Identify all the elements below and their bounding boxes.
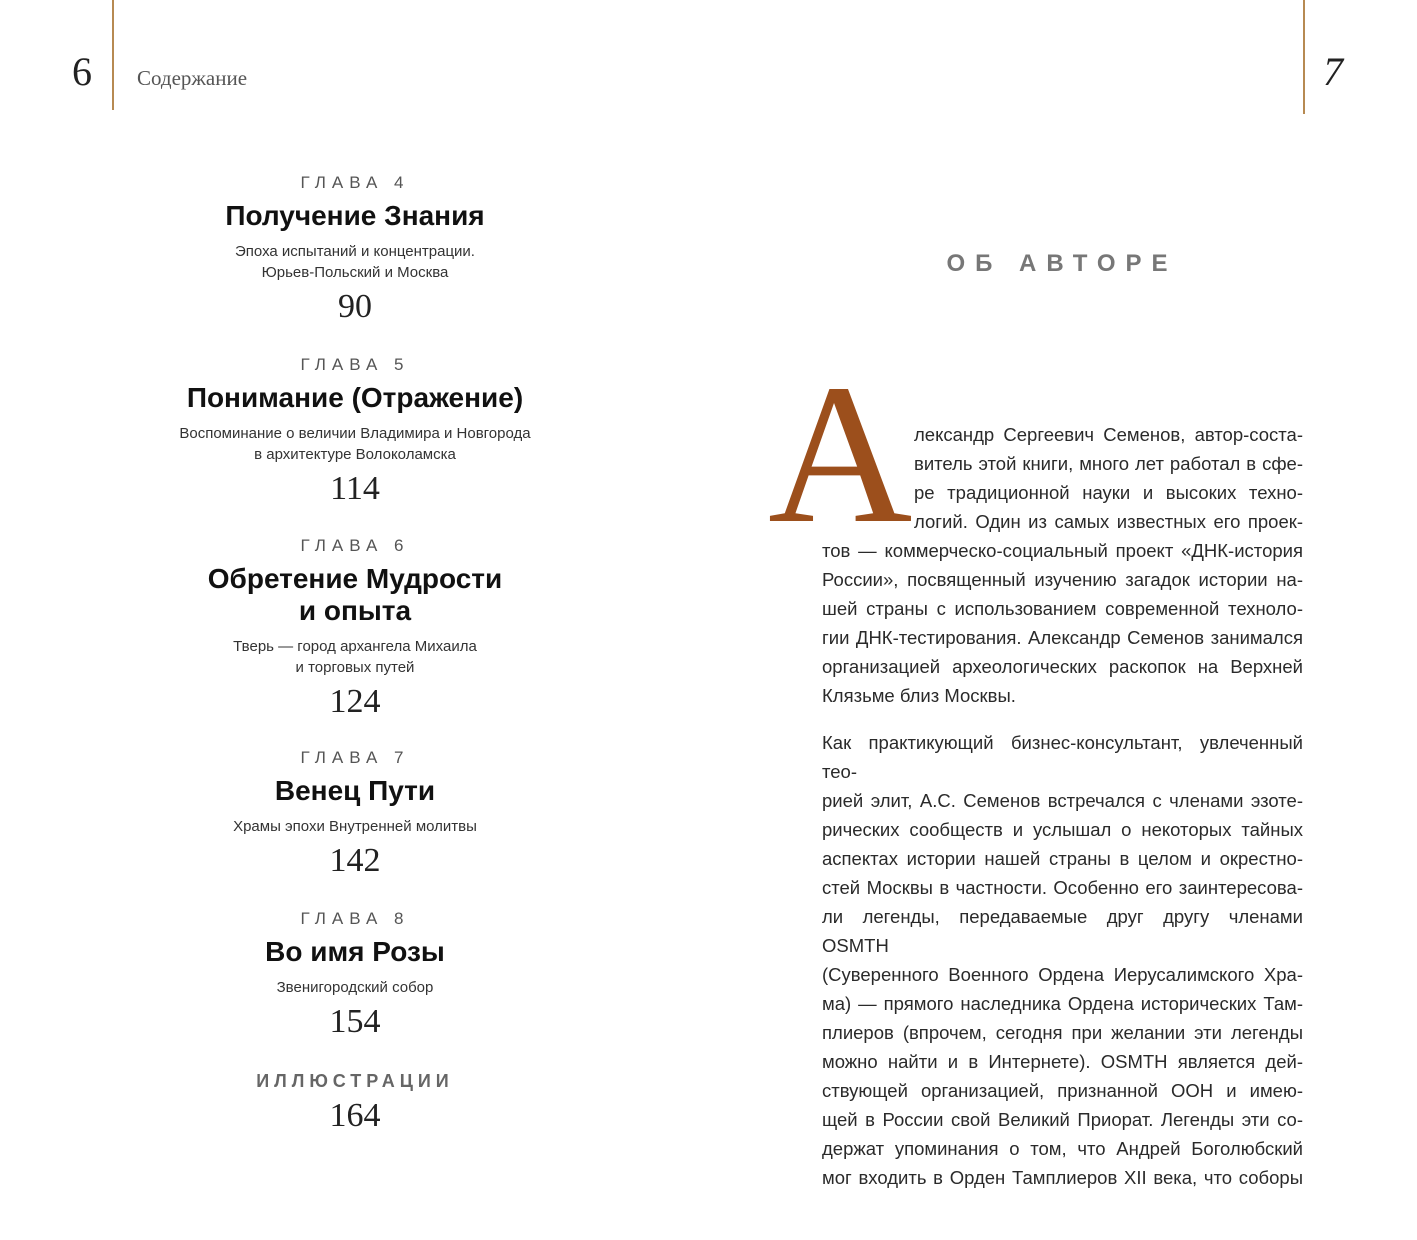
toc-entry-chapter-7[interactable]: [150, 747, 560, 879]
text-line: витель этой книги, много лет работал в сфе-: [914, 453, 1303, 474]
text-line: Как практикующий бизнес-консультант, увлеченный тео-: [822, 732, 1303, 782]
text-line: держат упоминания о том, что Андрей Боголюбский: [822, 1138, 1303, 1159]
left-page-number: 6: [72, 49, 92, 94]
text-line: (Суверенного Военного Ордена Иерусалимского Хра-: [822, 964, 1303, 985]
left-page-rule: [112, 0, 114, 110]
toc-entry-chapter-8[interactable]: [150, 908, 560, 1040]
chapter-title: Понимание (Отражение): [186, 382, 524, 413]
paragraph-1: [822, 420, 1303, 710]
chapter-title: Получение Знания: [225, 200, 485, 231]
chapter-subtitle: Эпоха испытаний и концентрации. Юрьев-Польский и Москва: [235, 243, 475, 281]
chapter-subtitle: Звенигородский собор: [276, 979, 434, 996]
illustrations-label: ИЛЛЮСТРАЦИИ: [256, 1071, 454, 1091]
text-line: Клязьме близ Москвы.: [822, 685, 1016, 706]
drop-cap: А: [768, 344, 913, 565]
text-line: тов — коммерческо-социальный проект «ДНК-история: [822, 540, 1303, 561]
text-line: организацией археологических раскопок на Верхней: [822, 656, 1303, 677]
chapter-subtitle: Воспоминание о величии Владимира и Новгорода в архитектуре Волоколамска: [179, 425, 531, 463]
text-line: России», посвященный изучению загадок истории на-: [822, 569, 1303, 590]
text-line: логий. Один из самых известных его проек-: [914, 511, 1303, 532]
chapter-page-number: 154: [329, 1003, 381, 1040]
right-page-rule: [1303, 0, 1305, 114]
text-line: шей страны с использованием современной техноло-: [822, 598, 1303, 619]
chapter-page-number: 142: [329, 842, 381, 879]
chapter-title: Во имя Розы: [265, 936, 445, 967]
chapter-page-number: 124: [329, 683, 381, 720]
text-line: аспектах истории нашей страны в целом и окрестно-: [822, 848, 1303, 869]
toc-entry-illustrations[interactable]: [150, 1070, 560, 1134]
section-title: ОБ АВТОРЕ: [946, 250, 1178, 277]
chapter-page-number: 114: [330, 470, 380, 507]
toc-entry-chapter-5[interactable]: [150, 354, 560, 507]
chapter-title: Венец Пути: [274, 775, 436, 806]
text-line: мог входить в Орден Тамплиеров XII века, что соборы: [822, 1167, 1303, 1188]
chapter-title: Обретение Мудрости и опыта: [207, 563, 503, 626]
text-line: плиеров (впрочем, сегодня при желании эти легенды: [822, 1022, 1303, 1043]
toc-entry-chapter-6[interactable]: [150, 535, 560, 720]
illustrations-page-number: 164: [329, 1097, 381, 1134]
text-line: можно найти и в Интернете). OSMTH является дей-: [822, 1051, 1303, 1072]
chapter-label: ГЛАВА 6: [300, 536, 410, 555]
toc-entry-chapter-4[interactable]: [150, 172, 560, 325]
text-line: рических сообществ и услышал о некоторых тайных: [822, 819, 1303, 840]
text-line: лександр Сергеевич Семенов, автор-соста-: [914, 424, 1303, 445]
text-line: стей Москвы в частности. Особенно его заинтересова-: [822, 877, 1303, 898]
chapter-label: ГЛАВА 7: [300, 748, 410, 767]
running-head: Содержание: [137, 66, 248, 90]
text-line: щей в России свой Великий Приорат. Легенды эти со-: [822, 1109, 1303, 1130]
chapter-label: ГЛАВА 8: [300, 909, 410, 928]
chapter-subtitle: Тверь — город архангела Михаила и торговых путей: [233, 638, 477, 676]
text-line: ма) — прямого наследника Ордена исторических Там-: [822, 993, 1303, 1014]
right-page-number: 7: [1323, 49, 1343, 94]
text-line: гии ДНК-тестирования. Александр Семенов занимался: [822, 627, 1303, 648]
text-line: рией элит, А.С. Семенов встречался с членами эзоте-: [822, 790, 1303, 811]
chapter-page-number: 90: [338, 288, 372, 325]
text-line: ствующей организацией, признанной ООН и имею-: [822, 1080, 1303, 1101]
chapter-label: ГЛАВА 4: [300, 173, 410, 192]
text-line: ре традиционной науки и высоких техно-: [914, 482, 1303, 503]
chapter-label: ГЛАВА 5: [300, 355, 410, 374]
text-line: ли легенды, передаваемые друг другу членами OSMTH: [822, 906, 1303, 956]
chapter-subtitle: Храмы эпохи Внутренней молитвы: [233, 818, 477, 835]
paragraph-2: [822, 728, 1303, 1192]
